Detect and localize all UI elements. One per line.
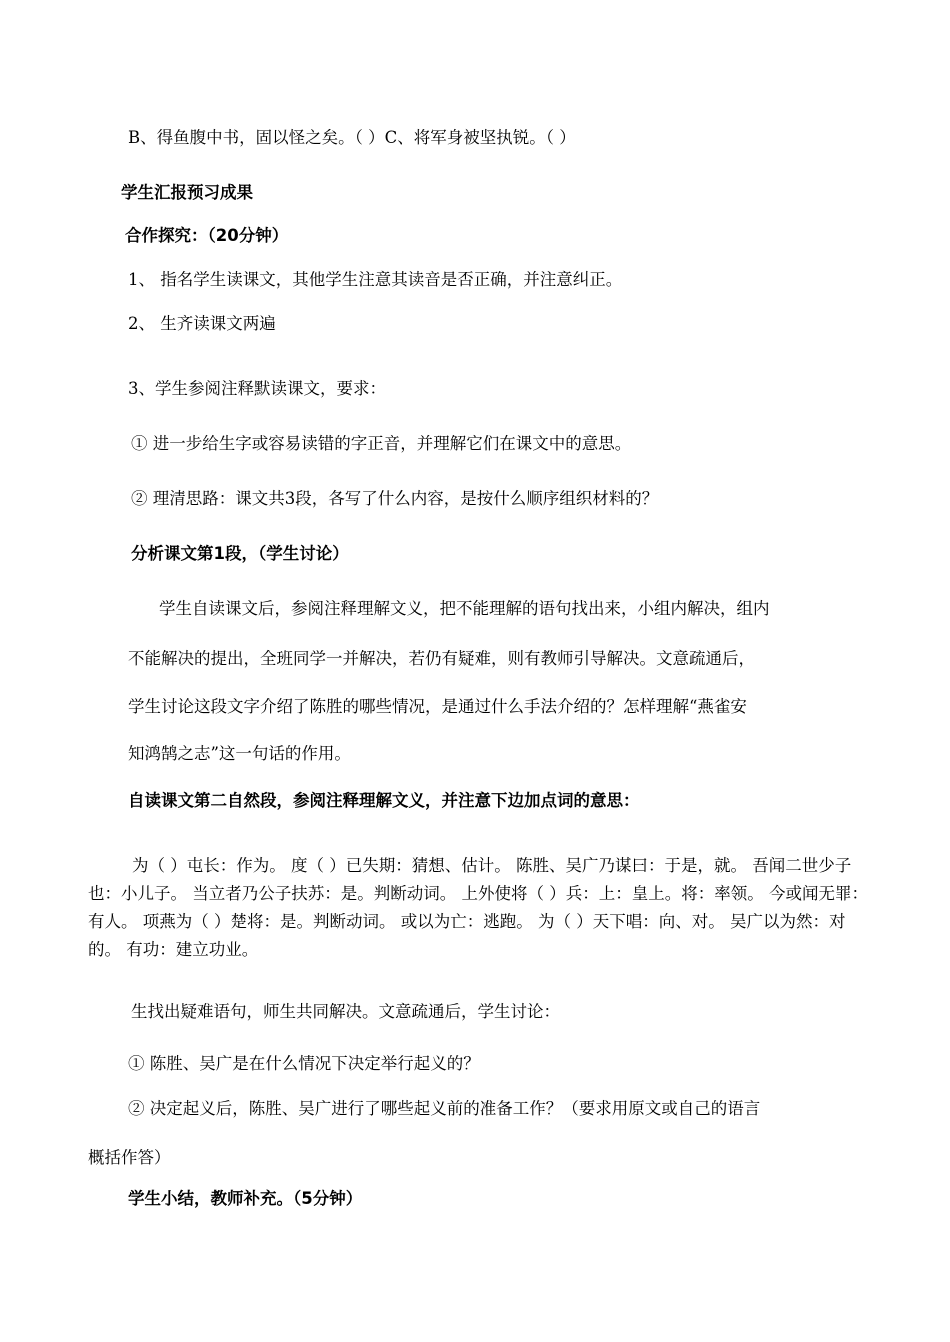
- heading-summary: 学生小结，教师补充。（5分钟）: [128, 1189, 363, 1208]
- heading-paragraph-1-analysis: 分析课文第1段，（学生讨论）: [131, 544, 349, 563]
- discussion-question-2-line-1: ② 决定起义后，陈胜、吴广进行了哪些起义前的准备工作？（要求用原文或自己的语言: [128, 1099, 761, 1118]
- discussion-question-1: ① 陈胜、吴广是在什么情况下决定举行起义的？: [128, 1054, 480, 1073]
- heading-report-preview: 学生汇报预习成果: [121, 183, 253, 202]
- heading-paragraph-2-self-reading: 自读课文第二自然段，参阅注释理解文义，并注意下边加点词的意思：: [128, 791, 640, 810]
- exercise-line-b-c: B、得鱼腹中书，固以怪之矣。（ ）C、将军身被坚执锐。（ ）: [128, 128, 576, 147]
- requirement-2: ② 理清思路：课文共3段，各写了什么内容，是按什么顺序组织材料的？: [131, 489, 659, 508]
- discussion-intro: 生找出疑难语句，师生共同解决。文意疏通后，学生讨论：: [131, 1002, 560, 1021]
- heading-cooperative-inquiry: 合作探究：（20分钟）: [125, 226, 289, 245]
- requirement-1: ① 进一步给生字或容易读错的字正音，并理解它们在课文中的意思。: [131, 434, 632, 453]
- paragraph-1-line-3: 学生讨论这段文字介绍了陈胜的哪些情况，是通过什么手法介绍的？怎样理解“燕雀安: [128, 697, 747, 716]
- vocabulary-list: 为（ ）屯长：作为。 度（ ）已失期：猜想、估计。 陈胜、吴广乃谋曰：于是，就。 吾闻二世少子也：小儿子。 当立者乃公子扶苏：是。判断动词。 上外使将（ ）兵：上：皇上。将：率领。 今或闻无罪：有人。 项燕为（ ）楚将：是。判断动词。 或以为亡：逃跑。 为（ ）天下唱：向、对。 吴广以为然：对的。 有功：建立功业。: [88, 856, 868, 959]
- paragraph-1-line-1: 学生自读课文后，参阅注释理解文义，把不能理解的语句找出来，小组内解决，组内: [159, 599, 770, 618]
- paragraph-1-line-2: 不能解决的提出，全班同学一并解决，若仍有疑难，则有教师引导解决。文意疏通后，: [128, 649, 755, 668]
- discussion-question-2-line-2: 概括作答）: [88, 1148, 171, 1167]
- step-1: 1、 指名学生读课文，其他学生注意其读音是否正确，并注意纠正。: [128, 270, 623, 289]
- paragraph-1-line-4: 知鸿鹄之志”这一句话的作用。: [128, 744, 351, 763]
- step-2: 2、 生齐读课文两遍: [128, 314, 276, 333]
- step-3: 3、学生参阅注释默读课文，要求：: [128, 379, 386, 398]
